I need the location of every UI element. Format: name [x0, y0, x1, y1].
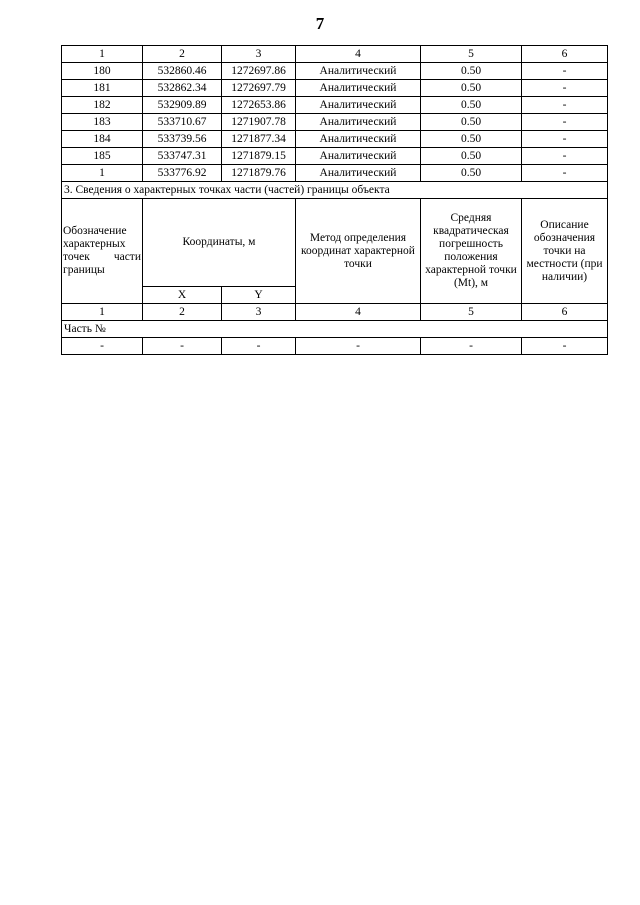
- point-number: 182: [62, 97, 143, 114]
- coord-x: 533739.56: [143, 131, 222, 148]
- coord-x: 533776.92: [143, 165, 222, 182]
- header-cell: 3: [222, 46, 296, 63]
- table-row: [62, 131, 608, 148]
- table-row: [62, 80, 608, 97]
- section-title-row: [62, 182, 608, 199]
- header-cell: 2: [143, 46, 222, 63]
- point-number: 1: [62, 165, 143, 182]
- coord-x: 533747.31: [143, 148, 222, 165]
- coord-y: 1271879.76: [222, 165, 296, 182]
- empty-cell: -: [62, 338, 143, 355]
- coord-y: 1272697.86: [222, 63, 296, 80]
- table-row: [62, 114, 608, 131]
- part-row: [62, 321, 608, 338]
- header-cell: 5: [421, 46, 522, 63]
- method: Аналитический: [296, 63, 421, 80]
- col-description: Описание обозначения точки на местности (при наличии): [522, 199, 608, 304]
- part-label: Часть №: [62, 321, 608, 338]
- coord-y: 1272653.86: [222, 97, 296, 114]
- description: -: [522, 148, 608, 165]
- col-y: Y: [222, 287, 296, 304]
- description: -: [522, 165, 608, 182]
- coord-y: 1272697.79: [222, 80, 296, 97]
- table-row: [62, 165, 608, 182]
- description: -: [522, 63, 608, 80]
- description: -: [522, 131, 608, 148]
- table-row: [62, 148, 608, 165]
- description: -: [522, 97, 608, 114]
- point-number: 181: [62, 80, 143, 97]
- accuracy: 0.50: [421, 80, 522, 97]
- header-cell: 2: [143, 304, 222, 321]
- point-number: 180: [62, 63, 143, 80]
- header-cell: 6: [522, 46, 608, 63]
- method: Аналитический: [296, 97, 421, 114]
- coordinates-table: [61, 45, 608, 355]
- empty-cell: -: [296, 338, 421, 355]
- section-number-row: [62, 304, 608, 321]
- empty-cell: -: [222, 338, 296, 355]
- coord-y: 1271879.15: [222, 148, 296, 165]
- coord-y: 1271907.78: [222, 114, 296, 131]
- empty-cell: -: [143, 338, 222, 355]
- method: Аналитический: [296, 114, 421, 131]
- accuracy: 0.50: [421, 165, 522, 182]
- description: -: [522, 80, 608, 97]
- method: Аналитический: [296, 148, 421, 165]
- point-number: 184: [62, 131, 143, 148]
- accuracy: 0.50: [421, 63, 522, 80]
- header-cell: 4: [296, 46, 421, 63]
- page-number: 7: [315, 14, 325, 33]
- coord-x: 533710.67: [143, 114, 222, 131]
- col-x: X: [143, 287, 222, 304]
- method: Аналитический: [296, 131, 421, 148]
- header-cell: 6: [522, 304, 608, 321]
- col-coordinates: Координаты, м: [143, 199, 296, 287]
- header-cell: 1: [62, 46, 143, 63]
- col-method: Метод определения координат характерной точки: [296, 199, 421, 304]
- empty-cell: -: [421, 338, 522, 355]
- table-row: [62, 63, 608, 80]
- table-row: [62, 97, 608, 114]
- method: Аналитический: [296, 165, 421, 182]
- accuracy: 0.50: [421, 97, 522, 114]
- method: Аналитический: [296, 80, 421, 97]
- accuracy: 0.50: [421, 148, 522, 165]
- accuracy: 0.50: [421, 131, 522, 148]
- table-header-row: [62, 46, 608, 63]
- coord-x: 532862.34: [143, 80, 222, 97]
- description: -: [522, 114, 608, 131]
- header-cell: 5: [421, 304, 522, 321]
- header-cell: 4: [296, 304, 421, 321]
- coord-y: 1271877.34: [222, 131, 296, 148]
- table-row: [62, 338, 608, 355]
- header-cell: 1: [62, 304, 143, 321]
- accuracy: 0.50: [421, 114, 522, 131]
- point-number: 183: [62, 114, 143, 131]
- section-title: 3. Сведения о характерных точках части (частей) границы объекта: [62, 182, 608, 199]
- coord-x: 532909.89: [143, 97, 222, 114]
- empty-cell: -: [522, 338, 608, 355]
- col-accuracy: Средняя квадратическая погрешность положения характерной точки (Mt), м: [421, 199, 522, 304]
- header-cell: 3: [222, 304, 296, 321]
- point-number: 185: [62, 148, 143, 165]
- coord-x: 532860.46: [143, 63, 222, 80]
- col-point-designation: Обозначение характерных точек части границы: [62, 199, 143, 304]
- section-header-row: [62, 199, 608, 287]
